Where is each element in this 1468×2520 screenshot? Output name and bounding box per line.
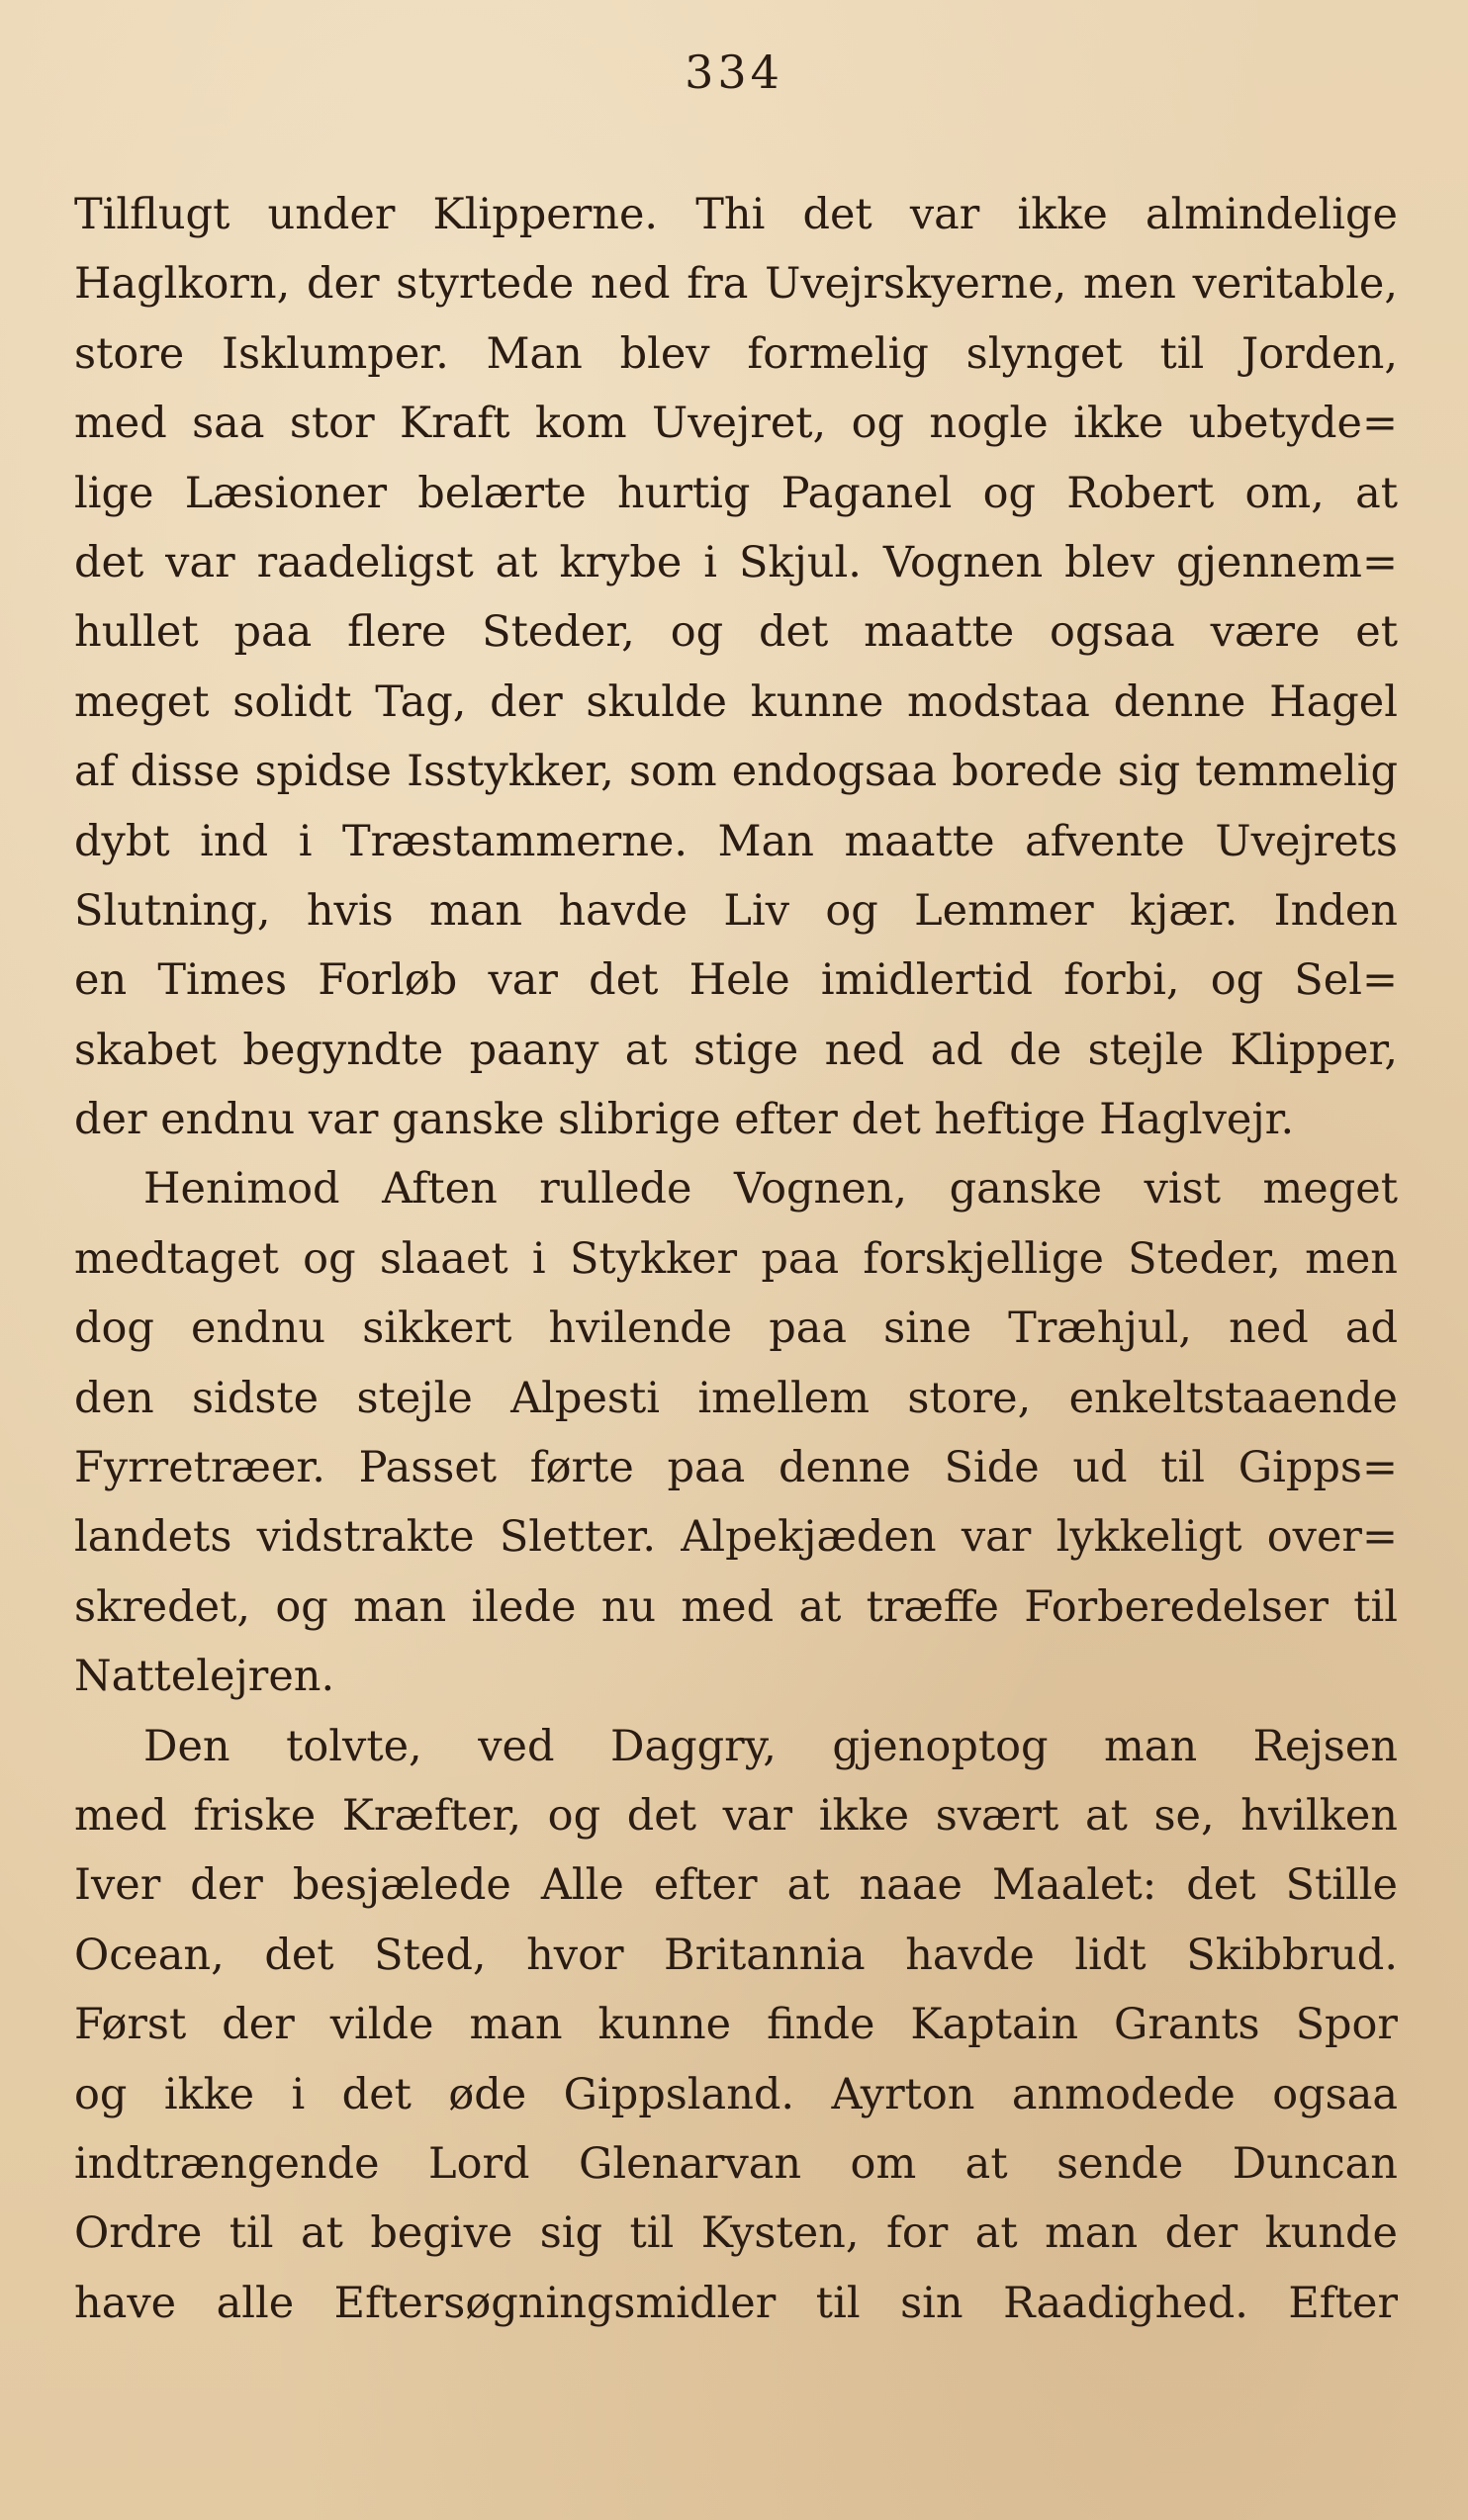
text-line: skredet, og man ilede nu med at træffe Forberedelser til	[74, 1581, 1398, 1632]
text-line: dybt ind i Træstammerne. Man maatte afvente Uvejrets	[74, 816, 1398, 866]
text-line: Slutning, hvis man havde Liv og Lemmer kjær. Inden	[74, 885, 1398, 936]
text-line: Fyrretræer. Passet førte paa denne Side ud til Gipps=	[74, 1443, 1398, 1493]
text-line: en Times Forløb var det Hele imidlertid forbi, og Sel=	[74, 955, 1398, 1006]
text-line: skabet begyndte paany at stige ned ad de stejle Klipper,	[74, 1025, 1398, 1075]
text-line: indtrængende Lord Glenarvan om at sende Duncan	[74, 2138, 1398, 2189]
text-line: med friske Kræfter, og det var ikke svært at se, hvilken	[74, 1790, 1398, 1841]
text-line: Den tolvte, ved Daggry, gjenoptog man Rejsen	[143, 1721, 1398, 1771]
text-line: Henimod Aften rullede Vognen, ganske vist meget	[143, 1164, 1398, 1215]
text-line: Haglkorn, der styrtede ned fra Uvejrskyerne, men veritable,	[74, 259, 1398, 310]
text-line: Nattelejren.	[74, 1652, 335, 1702]
text-line: Ordre til at begive sig til Kysten, for at man der kunde	[74, 2208, 1398, 2259]
text-line: der endnu var ganske slibrige efter det heftige Haglvejr.	[74, 1095, 1295, 1145]
text-line: det var raadeligst at krybe i Skjul. Vognen blev gjennem=	[74, 537, 1398, 587]
text-line: Iver der besjælede Alle efter at naae Maalet: det Stille	[74, 1860, 1398, 1911]
text-line: medtaget og slaaet i Stykker paa forskjellige Steder, men	[74, 1233, 1398, 1284]
page-number: 334	[685, 45, 783, 99]
text-line: den sidste stejle Alpesti imellem store, enkeltstaaende	[74, 1373, 1398, 1423]
text-line: Tilflugt under Klipperne. Thi det var ikke almindelige	[74, 190, 1398, 239]
text-line: have alle Eftersøgningsmidler til sin Raadighed. Efter	[74, 2278, 1398, 2328]
text-line: med saa stor Kraft kom Uvejret, og nogle ikke ubetyde=	[74, 399, 1398, 449]
text-line: og ikke i det øde Gippsland. Ayrton anmodede ogsaa	[74, 2069, 1398, 2119]
text-line: lige Læsioner belærte hurtig Paganel og Robert om, at	[74, 468, 1398, 518]
text-line: Først der vilde man kunne finde Kaptain Grants Spor	[74, 2000, 1398, 2050]
text-line: af disse spidse Isstykker, som endogsaa borede sig temmelig	[74, 747, 1398, 797]
text-line: dog endnu sikkert hvilende paa sine Træhjul, ned ad	[74, 1304, 1398, 1354]
text-line: landets vidstrakte Sletter. Alpekjæden var lykkeligt over=	[74, 1512, 1398, 1563]
text-line: meget solidt Tag, der skulde kunne modstaa denne Hagel	[74, 676, 1398, 727]
text-line: store Isklumper. Man blev formelig slynget til Jorden,	[74, 328, 1398, 379]
body-text	[74, 180, 1398, 2338]
text-line: hullet paa flere Steder, og det maatte ogsaa være et	[74, 607, 1398, 658]
text-line: Ocean, det Sted, hvor Britannia havde lidt Skibbrud.	[74, 1930, 1398, 1980]
